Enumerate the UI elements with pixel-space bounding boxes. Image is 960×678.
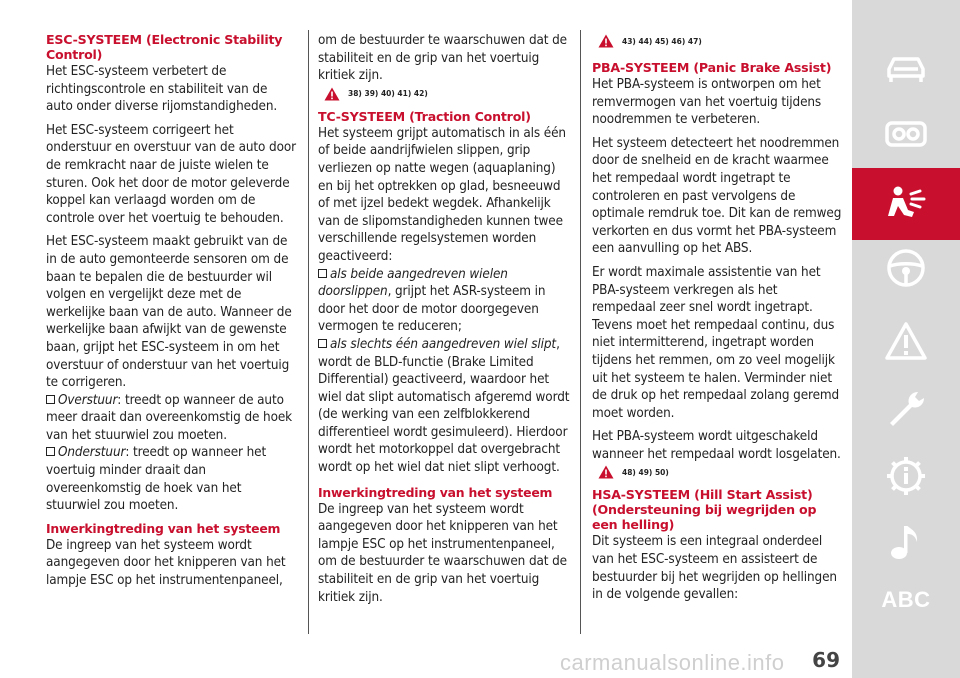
heading-inwerkingtreding: Inwerkingtreding van het systeem (46, 520, 281, 536)
warning-reference: 48) 49) 50) (598, 465, 842, 479)
paragraph: Het PBA-systeem is ontworpen om het remvermogen van het voertuig tijdens noodremmen te verbeteren. (592, 77, 822, 128)
airbag-seat-icon (884, 182, 928, 226)
checkbox-bullet-icon (46, 447, 55, 456)
checkbox-bullet-icon (318, 339, 327, 348)
warning-triangle-icon (598, 34, 614, 48)
heading-pba: PBA-SYSTEEM (Panic Brake Assist) (592, 60, 832, 75)
column-1 (46, 32, 296, 596)
heading-hsa: HSA-SYSTEEM (Hill Start Assist) (Ondersteuning bij wegrijden op een helling) (592, 487, 817, 533)
chapter-sidebar (852, 0, 960, 678)
nav-driving[interactable] (852, 232, 960, 304)
nav-safety[interactable] (852, 168, 960, 240)
nav-maintenance[interactable] (852, 374, 960, 446)
paragraph: Het ESC-systeem corrigeert het onderstuur en overstuur van de auto door de remkracht naar de juiste wielen te sturen. Ook het door de motor geleverde koppel kan verlaagd worden om de controle over het voertuig te behouden. (46, 122, 296, 226)
dashboard-icon (884, 112, 928, 156)
bullet-item-asr: als beide aangedreven wielen doorslippen, grijpt het ASR-systeem in door het door de motor doorgegeven vermogen te reduceren; (318, 266, 546, 335)
bullet-item-onderstuur: Onderstuur: treedt op wanneer het voertuig minder draait dan overeenkomstig de hoek van het stuurwiel zou moeten. (46, 445, 267, 514)
heading-inwerkingtreding: Inwerkingtreding van het systeem (318, 484, 553, 500)
column-divider (308, 30, 309, 634)
paragraph: Dit systeem is een integraal onderdeel van het ESC-systeem en assisteert de bestuurder bij het wegrijden op hellingen in de volgende gevallen: (592, 534, 837, 603)
checkbox-bullet-icon (318, 269, 327, 278)
paragraph: Het PBA-systeem wordt uitgeschakeld wanneer het rempedaal wordt losgelaten. (592, 429, 841, 462)
heading-tc: TC-SYSTEEM (Traction Control) (318, 108, 531, 124)
bullet-item-bld: als slechts één aangedreven wiel slipt, wordt de BLD-functie (Brake Limited Differential) geactiveerd, waardoor het wiel dat slipt automatisch afgeremd wordt (de werking van een zelfblokkerend differentieel wordt gesimuleerd). Hierdoor wordt het motorkoppel dat overgebracht wordt op het wiel dat niet slipt verhoogt. (318, 336, 570, 476)
heading-esc: ESC-SYSTEEM (Electronic Stability Control) (46, 32, 283, 62)
car-icon (884, 48, 928, 92)
steering-wheel-icon (884, 246, 928, 290)
paragraph: Het ESC-systeem maakt gebruikt van de in de auto gemonteerde sensoren om de baan te bepalen die de bestuurder wil volgen en vergelijkt deze met de werkelijke baan van de auto. Wanneer de werkelijke baan afwijkt van de gewenste baan, grijpt het ESC-systeem in om het overstuur of onderstuur van het voertuig te corrigeren. (46, 234, 292, 391)
music-note-icon (884, 520, 928, 564)
nav-car[interactable] (852, 34, 960, 106)
column-2 (318, 32, 570, 612)
column-3 (592, 32, 842, 610)
column-divider (580, 30, 581, 634)
page-number: 69 (812, 648, 840, 672)
paragraph: De ingreep van het systeem wordt aangegeven door het knipperen van het lampje ESC op het instrumentenpaneel, om de bestuurder te waarschuwen dat de stabiliteit en de grip van het voertuig kritiek zijn. (318, 501, 567, 605)
nav-index[interactable] (852, 564, 960, 636)
warning-reference: 38) 39) 40) 41) 42) (324, 87, 570, 101)
warning-triangle-icon (598, 465, 614, 479)
watermark: carmanualsonline.info (560, 650, 785, 675)
bullet-item-overstuur: Overstuur: treedt op wanneer de auto meer draait dan overeenkomstig de hoek van het stuurwiel zou moeten. (46, 392, 293, 443)
nav-technical-data[interactable] (852, 440, 960, 512)
paragraph: Het systeem grijpt automatisch in als één of beide aandrijfwielen slippen, grip verliezen op natte wegen (aquaplaning) en bij het optrekken op glad, besneeuwd of met ijzel bedekt wegdek. Afhankelijk van de slipomstandigheden kunnen twee verschillende regelsystemen worden geactiveerd: (318, 125, 566, 264)
paragraph: om de bestuurder te waarschuwen dat de stabiliteit en de grip van het voertuig kritiek zijn. (318, 33, 567, 84)
warning-triangle-icon (324, 87, 340, 101)
warning-reference: 43) 44) 45) 46) 47) (598, 34, 842, 48)
paragraph: Het ESC-systeem verbetert de richtingscontrole en stabiliteit van de auto onder diverse rijomstandigheden. (46, 64, 278, 115)
abc-icon: ABC (881, 587, 931, 612)
nav-emergency[interactable] (852, 306, 960, 378)
checkbox-bullet-icon (46, 395, 55, 404)
gear-info-icon (884, 454, 928, 498)
paragraph: De ingreep van het systeem wordt aangegeven door het knipperen van het lampje ESC op het instrumentenpaneel, (46, 537, 286, 589)
paragraph: Er wordt maximale assistentie van het PBA-systeem verkregen als het rempedaal zeer snel wordt ingetrapt. Tevens moet het rempedaal continu, dus niet intermitterend, ingetrapt worden tijdens het remmen, om zo veel mogelijk uit het systeem te halen. Verminder niet de druk op het rempedaal zolang geremd moet worden. (592, 264, 840, 421)
paragraph: Het systeem detecteert het noodremmen door de snelheid en de kracht waarmee het rempedaal wordt ingetrapt te controleren en past vervolgens de optimale remdruk toe. Dit kan de remweg verkorten en dus vormt het PBA-systeem een aanvulling op het ABS. (592, 135, 842, 257)
wrench-icon (884, 388, 928, 432)
nav-dashboard[interactable] (852, 98, 960, 170)
warning-triangle-icon (884, 320, 928, 364)
